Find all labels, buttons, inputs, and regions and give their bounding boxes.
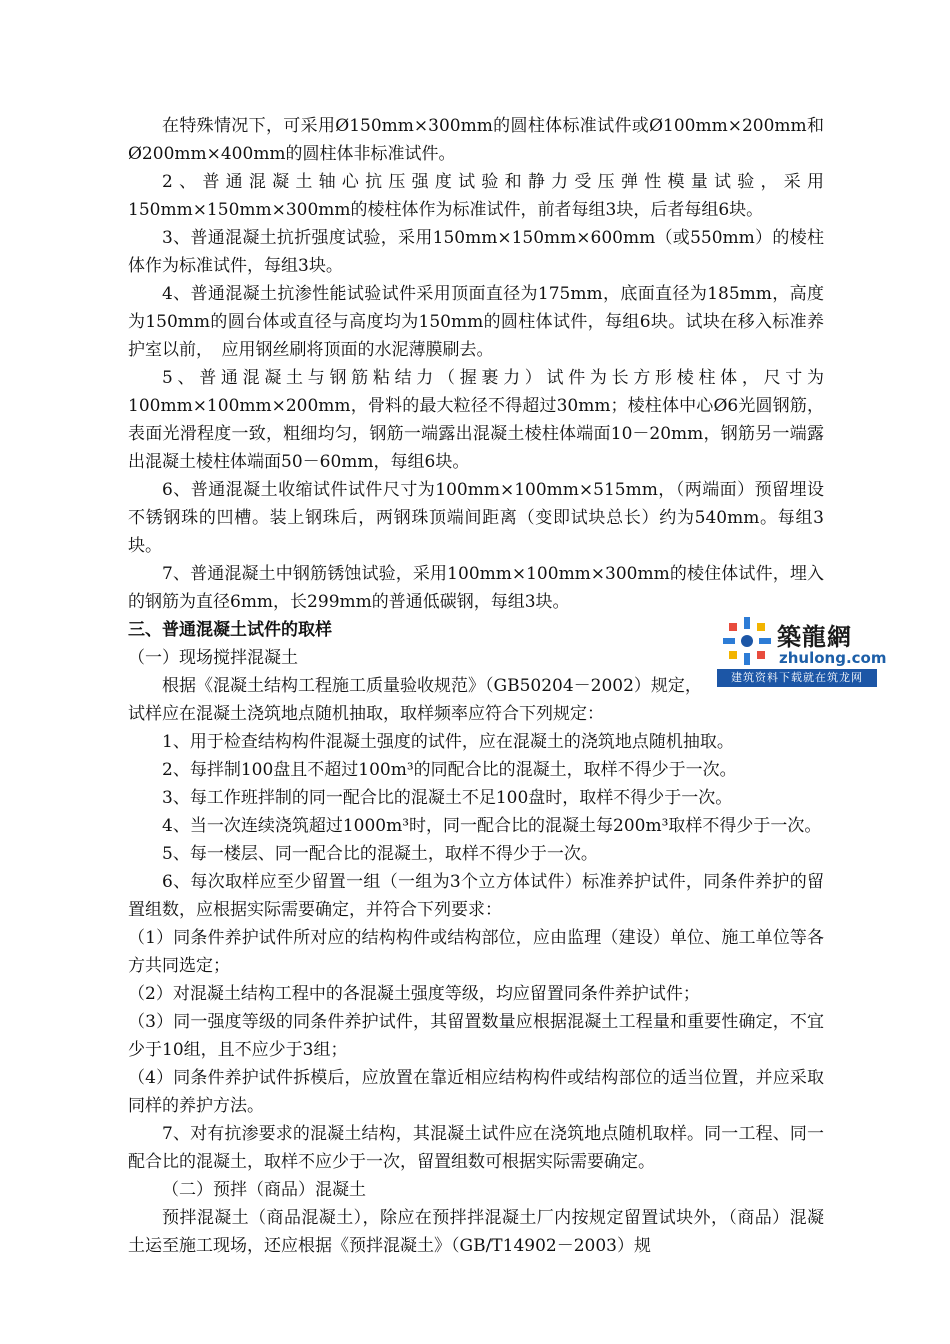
body-paragraph: 7、对有抗渗要求的混凝土结构，其混凝土试件应在浇筑地点随机取样。同一工程、同一配合比的混凝土，取样不应少于一次，留置组数可根据实际需要确定。 [128,1124,824,1172]
body-paragraph: 预拌混凝土（商品混凝土），除应在预拌拌混凝土厂内按规定留置试块外，（商品）混凝土运至施工现场，还应根据《预拌混凝土》（GB/T14902－2003）规 [128,1208,824,1256]
logo-slogan: 建筑资料下载就在筑龙网 [717,669,877,687]
body-paragraph: 2、每拌制100盘且不超过100m³的同配合比的混凝土，取样不得少于一次。 [162,760,737,780]
body-paragraph: 1、用于检查结构构件混凝土强度的试件，应在混凝土的浇筑地点随机抽取。 [162,732,734,752]
body-paragraph: 6、每次取样应至少留置一组（一组为3个立方体试件）标准养护试件，同条件养护的留置组数，应根据实际需要确定，并符合下列要求： [128,872,824,920]
body-paragraph: 试样应在混凝土浇筑地点随机抽取，取样频率应符合下列规定： [128,704,604,724]
zhulong-emblem-icon [721,615,773,667]
subsection-paragraph: （一）现场搅拌混凝土 [128,648,298,668]
zhulong-logo[interactable] [717,611,887,689]
body-paragraph: 5、每一楼层、同一配合比的混凝土，取样不得少于一次。 [162,844,598,864]
body-paragraph: 6、普通混凝土收缩试件试件尺寸为100mm×100mm×515mm，（两端面）预留埋设不锈钢珠的凹槽。装上钢珠后，两钢珠顶端间距离（变即试块总长）约为540mm。每组3块。 [128,480,824,556]
subsection-paragraph: （1）同条件养护试件所对应的结构构件或结构部位，应由监理（建设）单位、施工单位等各方共同选定； [128,928,824,976]
logo-name: 築龍網 [777,623,852,651]
logo-domain: zhulong.com [779,649,887,667]
body-paragraph: （二）预拌（商品）混凝土 [162,1180,366,1200]
body-paragraph: 7、普通混凝土中钢筋锈蚀试验，采用100mm×100mm×300mm的棱住体试件，埋入的钢筋为直径6mm，长299mm的普通低碳钢，每组3块。 [128,564,824,612]
body-paragraph: 3、普通混凝土抗折强度试验，采用150mm×150mm×600mm（或550mm）的棱柱体作为标准试件，每组3块。 [128,228,824,276]
section-heading: 三、普通混凝土试件的取样 [128,620,332,640]
subsection-paragraph: （2）对混凝土结构工程中的各混凝土强度等级，均应留置同条件养护试件； [128,984,700,1004]
body-paragraph: 3、每工作班拌制的同一配合比的混凝土不足100盘时，取样不得少于一次。 [162,788,733,808]
body-paragraph: 2、普通混凝土轴心抗压强度试验和静力受压弹性模量试验，采用150mm×150mm×300mm的棱柱体作为标准试件，前者每组3块，后者每组6块。 [128,172,824,220]
subsection-paragraph: （3）同一强度等级的同条件养护试件，其留置数量应根据混凝土工程量和重要性确定，不宜少于10组，且不应少于3组； [128,1012,824,1060]
subsection-paragraph: （4）同条件养护试件拆模后，应放置在靠近相应结构构件或结构部位的适当位置，并应采取同样的养护方法。 [128,1068,824,1116]
body-paragraph: 5、普通混凝土与钢筋粘结力（握裹力）试件为长方形棱柱体，尺寸为100mm×100mm×200mm，骨料的最大粒径不得超过30mm；棱柱体中心Ø6光圆钢筋，表面光滑程度一致，粗细均匀，钢筋一端露出混凝土棱柱体端面10－20mm，钢筋另一端露出混凝土棱柱体端面50－60mm，每组6块。 [128,368,824,472]
body-paragraph: 在特殊情况下，可采用Ø150mm×300mm的圆柱体标准试件或Ø100mm×200mm和Ø200mm×400mm的圆柱体非标准试件。 [128,116,824,164]
body-paragraph: 4、当一次连续浇筑超过1000m³时，同一配合比的混凝土每200m³取样不得少于一次。 [162,816,822,836]
body-paragraph: 4、普通混凝土抗渗性能试验试件采用顶面直径为175mm，底面直径为185mm，高度为150mm的圆台体或直径与高度均为150mm的圆柱体试件，每组6块。试块在移入标准养护室以前， 应用钢丝刷将顶面的水泥薄膜刷去。 [128,284,824,360]
body-paragraph: 根据《混凝土结构工程施工质量验收规范》（GB50204－2002）规定， [162,676,702,696]
